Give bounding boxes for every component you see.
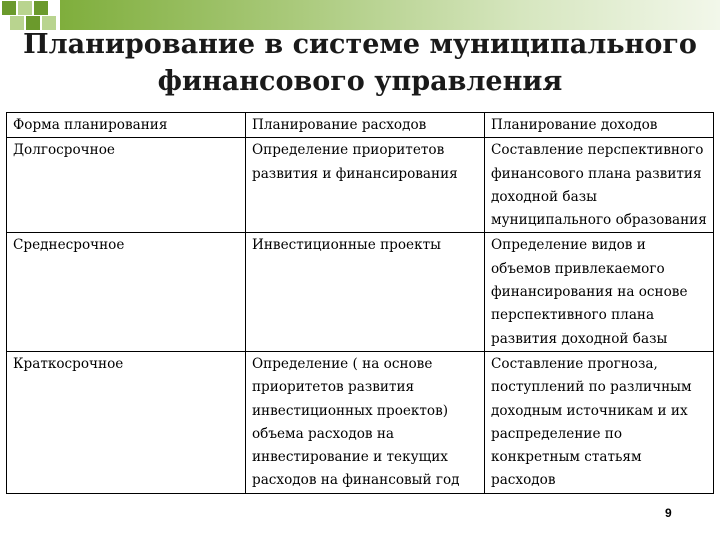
slide-title: Планирование в системе муниципального финансового управления: [23, 29, 697, 97]
decor-square: [34, 1, 48, 15]
decor-square: [2, 1, 16, 15]
cell-form: Среднесрочное: [7, 233, 246, 351]
cell-form: Краткосрочное: [7, 351, 246, 493]
cell-expenses: Определение ( на основе приоритетов развития инвестиционных проектов) объема расходов на инвестирование и текущих расходов на финансовый год: [246, 351, 485, 493]
table-row: [7, 351, 714, 493]
cell-income: Составление перспективного финансового плана развития доходной базы муниципального образования: [485, 138, 714, 233]
cell-income: Определение видов и объемов привлекаемого финансирования на основе перспективного плана развития доходной базы: [485, 233, 714, 351]
page-number: 9: [665, 506, 672, 520]
decor-square: [18, 1, 32, 15]
header-form: Форма планирования: [7, 113, 246, 138]
header-expenses: Планирование расходов: [246, 113, 485, 138]
planning-table: [6, 112, 714, 494]
cell-income: Составление прогноза, поступлений по различным доходным источникам и их распределение по конкретным статьям расходов: [485, 351, 714, 493]
table-row: [7, 138, 714, 233]
header-income: Планирование доходов: [485, 113, 714, 138]
table-header-row: [7, 113, 714, 138]
cell-form: Долгосрочное: [7, 138, 246, 233]
cell-expenses: Инвестиционные проекты: [246, 233, 485, 351]
table-row: [7, 233, 714, 351]
cell-expenses: Определение приоритетов развития и финансирования: [246, 138, 485, 233]
